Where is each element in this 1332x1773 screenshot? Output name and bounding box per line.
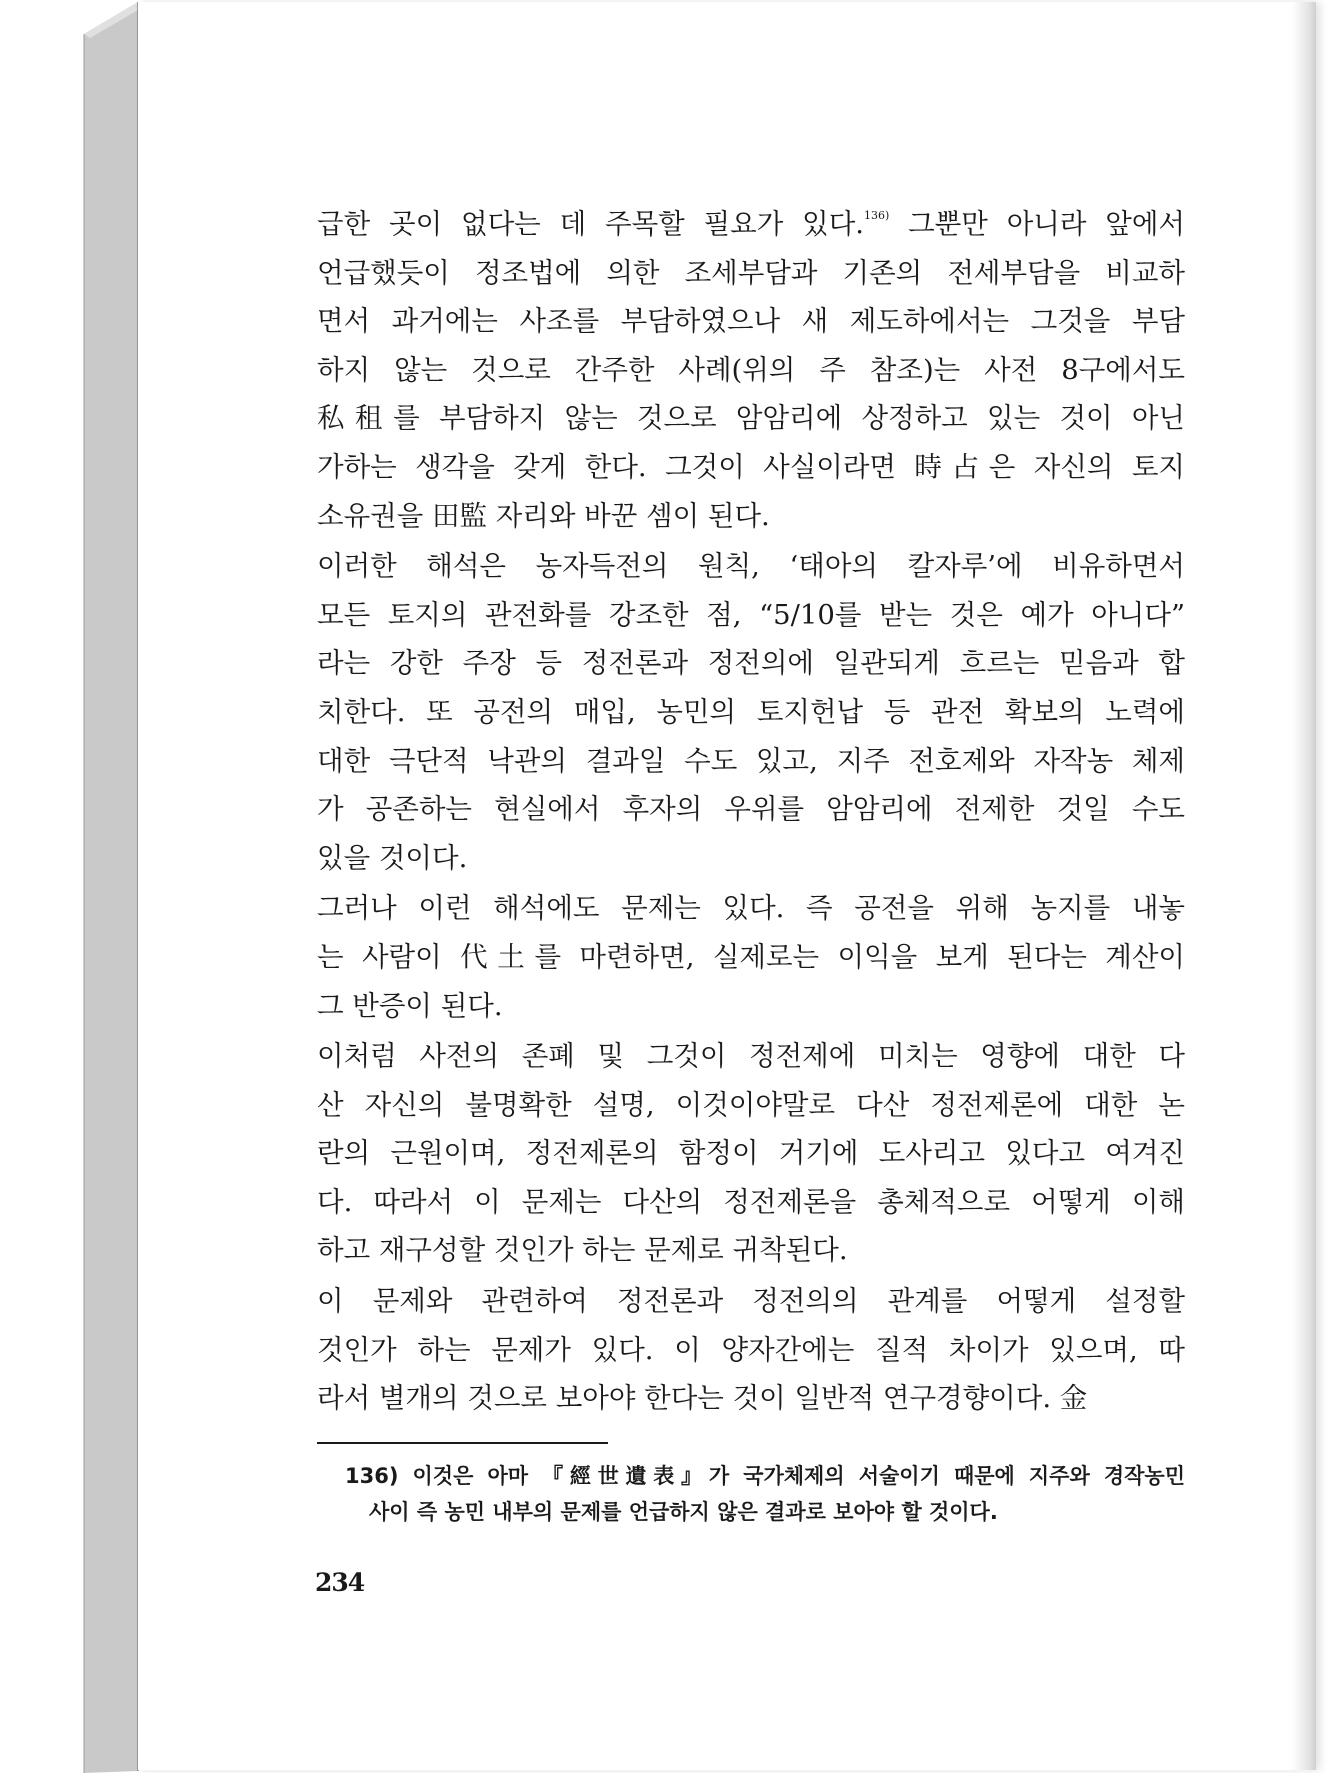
footnote-reference: 136) xyxy=(864,209,890,222)
text-line: 것인가 하는 문제가 있다. 이 양자간에는 질적 차이가 있으며, 따 xyxy=(317,1333,1185,1366)
text-line: 란의 근원이며, 정전제론의 함정이 거기에 도사리고 있다고 여겨진 xyxy=(317,1137,1185,1170)
page-number: 234 xyxy=(315,1568,365,1597)
footnote-line: 136) 이것은 아마 『經世遺表』가 국가체제의 서술이기 때문에 지주와 경작농민 xyxy=(345,1464,1185,1488)
text-line: 가하는 생각을 갖게 한다. 그것이 사실이라면 時占은 자신의 토지 xyxy=(317,450,1185,483)
text-line: 하고 재구성할 것인가 하는 문제로 귀착된다. xyxy=(317,1234,848,1267)
text-line: 이러한 해석은 농자득전의 원칙, ‘태아의 칼자루’에 비유하면서 xyxy=(317,550,1185,583)
text-line: 대한 극단적 낙관의 결과일 수도 있고, 지주 전호제와 자작농 체제 xyxy=(317,744,1185,777)
text-line: 라는 강한 주장 등 정전론과 정전의에 일관되게 흐르는 믿음과 합 xyxy=(317,647,1185,680)
page-edge xyxy=(1292,2,1316,1770)
body-text xyxy=(317,200,1185,1423)
text-line: 그 반증이 된다. xyxy=(317,989,503,1022)
text-line: 언급했듯이 정조법에 의한 조세부담과 기존의 전세부담을 비교하 xyxy=(317,256,1185,289)
footnote-rule xyxy=(317,1442,608,1444)
text-line: 있을 것이다. xyxy=(317,841,468,874)
paragraph xyxy=(317,542,1185,882)
paragraph xyxy=(317,1277,1185,1423)
text-line: 가 공존하는 현실에서 후자의 우위를 암암리에 전제한 것일 수도 xyxy=(317,793,1185,826)
text-line: 산 자신의 불명확한 설명, 이것이야말로 다산 정전제론에 대한 논 xyxy=(317,1088,1185,1121)
text-line xyxy=(317,200,1185,249)
text-segment: 그뿐만 아니라 앞에서 xyxy=(889,208,1185,240)
text-line: 라서 별개의 것으로 보아야 한다는 것이 일반적 연구경향이다. 金 xyxy=(317,1382,1088,1415)
paragraph xyxy=(317,1032,1185,1275)
text-line: 는 사람이 代土를 마련하면, 실제로는 이익을 보게 된다는 계산이 xyxy=(317,940,1185,973)
text-line: 이 문제와 관련하여 정전론과 정전의의 관계를 어떻게 설정할 xyxy=(317,1285,1185,1318)
text-line: 치한다. 또 공전의 매입, 농민의 토지헌납 등 관전 확보의 노력에 xyxy=(317,695,1185,728)
text-line: 그러나 이런 해석에도 문제는 있다. 즉 공전을 위해 농지를 내놓 xyxy=(317,892,1185,925)
text-line: 이처럼 사전의 존폐 및 그것이 정전제에 미치는 영향에 대한 다 xyxy=(317,1040,1185,1073)
paragraph xyxy=(317,884,1185,1030)
footnote-line: 사이 즉 농민 내부의 문제를 언급하지 않은 결과로 보아야 할 것이다. xyxy=(369,1500,998,1524)
text-segment: 급한 곳이 없다는 데 주목할 필요가 있다. xyxy=(317,208,864,240)
text-line: 다. 따라서 이 문제는 다산의 정전제론을 총체적으로 어떻게 이해 xyxy=(317,1185,1185,1218)
text-line: 하지 않는 것으로 간주한 사례(위의 주 참조)는 사전 8구에서도 xyxy=(317,353,1185,386)
text-line: 모든 토지의 관전화를 강조한 점, “5/10를 받는 것은 예가 아니다” xyxy=(317,598,1185,631)
paragraph xyxy=(317,200,1185,540)
text-line: 소유권을 田監 자리와 바꾼 셈이 된다. xyxy=(317,499,770,532)
text-line: 私租를 부담하지 않는 것으로 암암리에 상정하고 있는 것이 아닌 xyxy=(317,402,1185,435)
footnote xyxy=(345,1458,1185,1530)
text-line: 면서 과거에는 사조를 부담하였으나 새 제도하에서는 그것을 부담 xyxy=(317,305,1185,338)
